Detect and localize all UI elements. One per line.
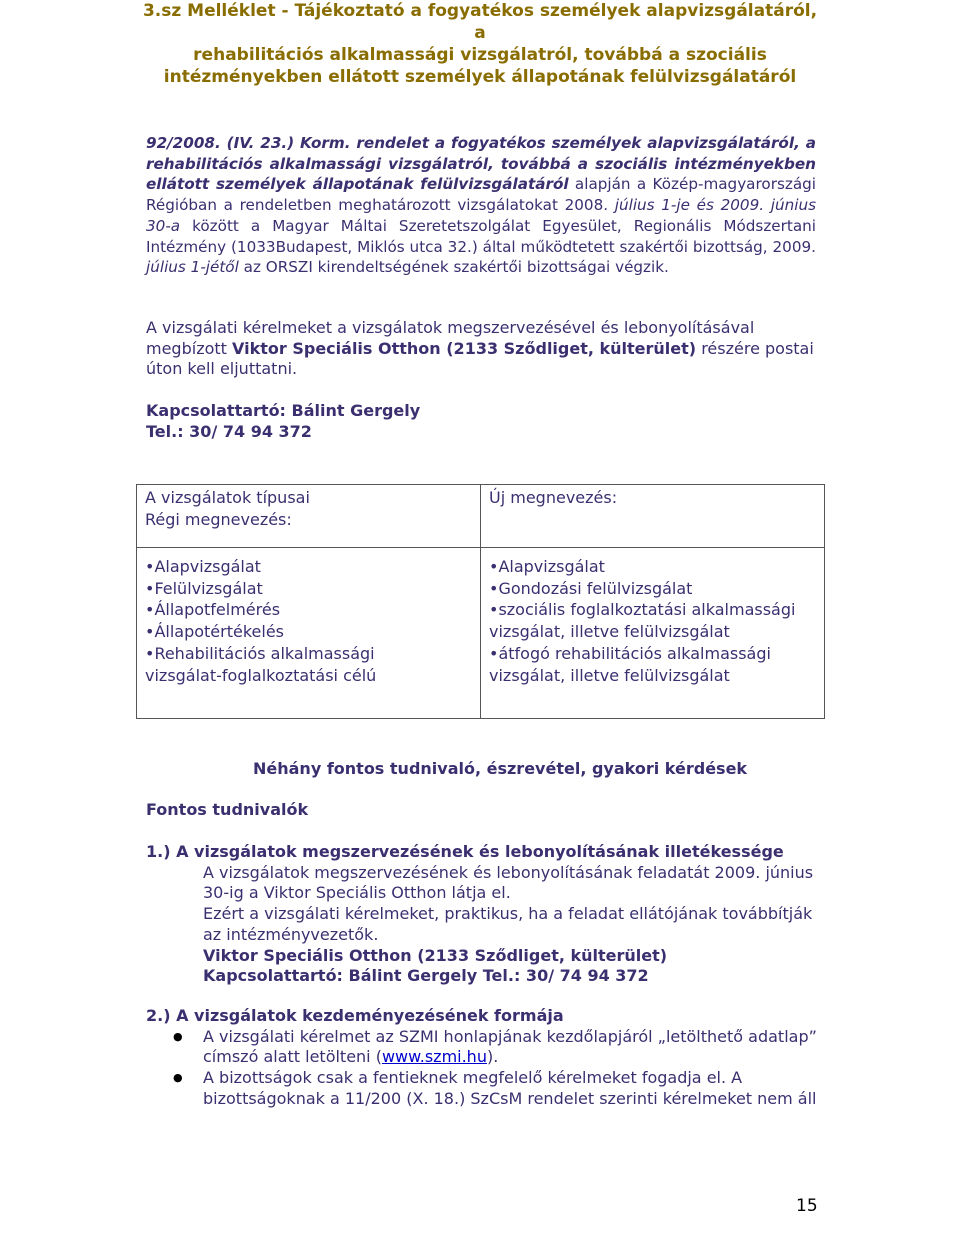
szmi-link[interactable]: www.szmi.hu bbox=[381, 1047, 487, 1067]
new-item: • Gondozási felülvizsgálat bbox=[489, 578, 816, 600]
table-header-row bbox=[137, 485, 825, 548]
intro-date-1: július 1-je és 2009. június 30-a bbox=[146, 196, 816, 235]
right-head: Új megnevezés: bbox=[489, 488, 618, 507]
section-2-list bbox=[146, 1027, 826, 1110]
left-head-2: Régi megnevezés: bbox=[145, 509, 292, 529]
request-text-1: A vizsgálati kérelmeket a vizsgálatok megszervezésével és lebonyolításával megbízott bbox=[146, 318, 755, 358]
old-item: • Állapotfelmérés bbox=[145, 599, 472, 621]
request-text-2: részére postai úton kell eljuttatni. bbox=[146, 338, 814, 379]
intro-text-1: alapján a Közép-magyarországi Régióban a rendeletben meghatározott vizsgálatokat 2008. bbox=[146, 175, 816, 215]
page-number: 15 bbox=[796, 1196, 818, 1216]
section-2-title: 2.) A vizsgálatok kezdeményezésének formája bbox=[146, 1006, 564, 1025]
section-2 bbox=[146, 1006, 826, 1110]
new-names-cell bbox=[481, 548, 825, 719]
intro-text-3: az ORSZI kirendeltségének szakértői bizottságai végzik. bbox=[238, 258, 669, 277]
old-item: • Felülvizsgálat bbox=[145, 578, 472, 600]
old-names-header bbox=[137, 485, 481, 548]
new-item: • szociális foglalkoztatási alkalmassági vizsgálat, illetve felülvizsgálat bbox=[489, 599, 816, 642]
new-item: • átfogó rehabilitációs alkalmassági vizsgálat, illetve felülvizsgálat bbox=[489, 643, 816, 686]
contact-person: Kapcsolattartó: Bálint Gergely bbox=[146, 401, 421, 420]
table-body-row bbox=[137, 548, 825, 719]
request-paragraph bbox=[146, 318, 816, 380]
contact-phone: Tel.: 30/ 74 94 372 bbox=[146, 421, 312, 441]
list-item: ● A bizottságok csak a fentieknek megfelelő kérelmeket fogadja el. A bizottságoknak a 11/200 (X. 18.) SzCsM rendelet szerinti kérelmeket nem áll bbox=[203, 1068, 826, 1109]
intro-date-2: július 1-jétől bbox=[146, 258, 239, 277]
section-1-contact: Kapcsolattartó: Bálint Gergely Tel.: 30/ 74 94 372 bbox=[203, 966, 649, 986]
bullet-1-text-b: ). bbox=[486, 1047, 499, 1067]
section-1-paragraph-1: A vizsgálatok megszervezésének és lebonyolításának feladatát 2009. június 30-ig a Viktor Speciális Otthon látja el. bbox=[203, 862, 814, 903]
faq-heading: Néhány fontos tudnivaló, észrevétel, gyakori kérdések bbox=[253, 759, 748, 778]
title-line-3: intézményekben ellátott személyek állapotának felülvizsgálatáról bbox=[163, 67, 797, 87]
intro-text-2: között a Magyar Máltai Szeretetszolgálat Egyesület, Regionális Módszertani Intézmény (1033Budapest, Miklós utca 32.) által működtetett szakértői bizottság, 2009. bbox=[146, 216, 816, 256]
faq-subheading: Fontos tudnivalók bbox=[146, 800, 309, 819]
old-item: • Állapotértékelés bbox=[145, 621, 472, 643]
old-item: • Alapvizsgálat bbox=[145, 556, 472, 578]
old-item: • Rehabilitációs alkalmassági vizsgálat-foglalkoztatási célú bbox=[145, 643, 472, 686]
old-names-cell bbox=[137, 548, 481, 719]
title-line-1: 3.sz Melléklet - Tájékoztató a fogyatékos személyek alapvizsgálatáról, a bbox=[142, 1, 818, 43]
new-names-header bbox=[481, 485, 825, 548]
section-1-org: Viktor Speciális Otthon (2133 Sződliget, külterület) bbox=[203, 945, 668, 965]
law-reference: 92/2008. (IV. 23.) Korm. rendelet a fogyatékos személyek alapvizsgálatáról, a rehabilitációs alkalmassági vizsgálatról, továbbá a szociális intézményekben ellátott személyek állapotának felülvizsgálatáról bbox=[146, 134, 816, 194]
exam-types-table bbox=[136, 484, 825, 719]
list-item bbox=[203, 1027, 826, 1068]
section-1 bbox=[146, 842, 826, 987]
section-1-paragraph-2: Ezért a vizsgálati kérelmeket, praktikus, ha a feladat ellátójának továbbítják az intézményvezetők. bbox=[203, 904, 813, 944]
document-title bbox=[140, 0, 820, 88]
new-item: • Alapvizsgálat bbox=[489, 556, 816, 578]
request-org: Viktor Speciális Otthon (2133 Sződliget, külterület) bbox=[232, 338, 697, 358]
left-head-1: A vizsgálatok típusai bbox=[145, 488, 310, 507]
contact-block bbox=[146, 401, 816, 442]
bullet-1-text-a: A vizsgálati kérelmet az SZMI honlapjának kezdőlapjáról „letölthető adatlap” címszó alatt letölteni ( bbox=[203, 1026, 817, 1067]
section-1-title: 1.) A vizsgálatok megszervezésének és lebonyolításának illetékessége bbox=[146, 842, 784, 861]
title-line-2: rehabilitációs alkalmassági vizsgálatról, továbbá a szociális bbox=[193, 45, 767, 65]
intro-paragraph bbox=[146, 133, 816, 278]
